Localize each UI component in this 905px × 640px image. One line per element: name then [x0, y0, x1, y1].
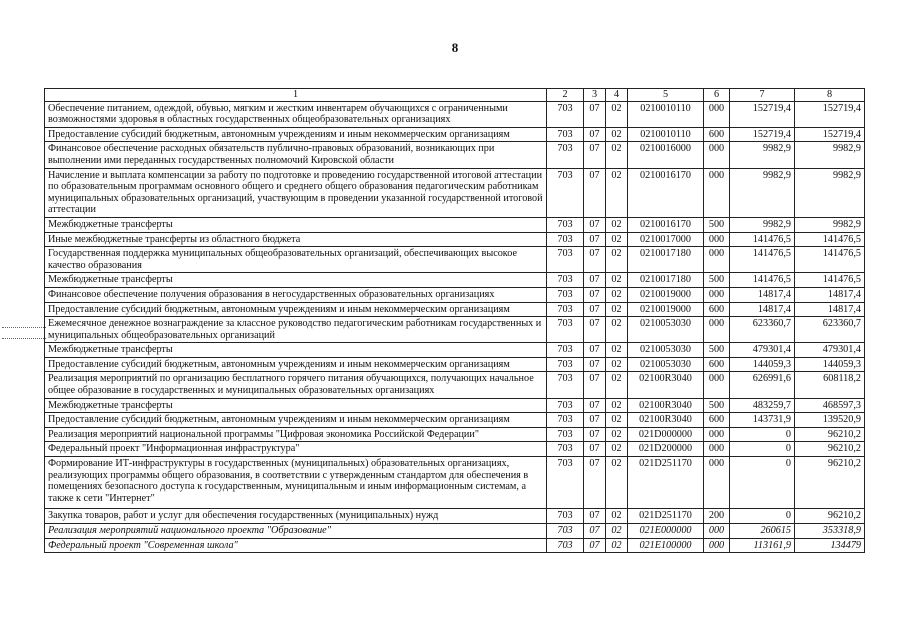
table-row — [45, 302, 865, 317]
cell-col-4: 02 — [606, 343, 628, 358]
cell-col-5: 02100R3040 — [628, 398, 704, 413]
table-row — [45, 232, 865, 247]
cell-col-6: 000 — [704, 287, 730, 302]
cell-col-7: 0 — [730, 509, 795, 524]
cell-col-2: 703 — [547, 168, 584, 217]
cell-col-7: 152719,4 — [730, 101, 795, 127]
cell-col-8: 14817,4 — [795, 302, 865, 317]
cell-col-6: 000 — [704, 524, 730, 539]
cell-col-4: 02 — [606, 302, 628, 317]
cell-col-6: 600 — [704, 413, 730, 428]
row-description: Предоставление субсидий бюджетным, автономным учреждениям и иным некоммерческим организациям — [45, 357, 547, 372]
cell-col-2: 703 — [547, 427, 584, 442]
cell-col-2: 703 — [547, 101, 584, 127]
row-description: Межбюджетные трансферты — [45, 273, 547, 288]
row-description: Финансовое обеспечение расходных обязательств публично-правовых образований, возникающих при выполнении ими переданных государственных полномочий Кировской области — [45, 142, 547, 168]
header-cell: 3 — [584, 89, 606, 102]
row-description: Закупка товаров, работ и услуг для обеспечения государственных (муниципальных) нужд — [45, 509, 547, 524]
cell-col-8: 468597,3 — [795, 398, 865, 413]
header-cell: 6 — [704, 89, 730, 102]
cell-col-8: 134479 — [795, 538, 865, 553]
cell-col-4: 02 — [606, 357, 628, 372]
row-description: Иные межбюджетные трансферты из областного бюджета — [45, 232, 547, 247]
cell-col-3: 07 — [584, 538, 606, 553]
cell-col-2: 703 — [547, 538, 584, 553]
row-description: Формирование ИТ-инфраструктуры в государственных (муниципальных) образовательных организациях, реализующих программы общего образования, в соответствии с утвержденным стандартом для обеспечения в помещениях безопасного доступа к государственным, муниципальным и иным информационным системам, а также к сети "Интернет" — [45, 457, 547, 509]
cell-col-3: 07 — [584, 413, 606, 428]
cell-col-8: 96210,2 — [795, 442, 865, 457]
cell-col-4: 02 — [606, 442, 628, 457]
cell-col-5: 0210016170 — [628, 168, 704, 217]
cell-col-6: 000 — [704, 142, 730, 168]
row-description: Начисление и выплата компенсации за работу по подготовке и проведению государственной итоговой аттестации по образовательным программам основного общего и среднего общего образования педагогическим работникам муниципальных образовательных организаций, участвующим в проведении указанной государственной итоговой аттестации — [45, 168, 547, 217]
cell-col-8: 141476,5 — [795, 232, 865, 247]
cell-col-2: 703 — [547, 442, 584, 457]
cell-col-8: 14817,4 — [795, 287, 865, 302]
cell-col-8: 608118,2 — [795, 372, 865, 398]
cell-col-5: 02100R3040 — [628, 372, 704, 398]
table-row — [45, 538, 865, 553]
cell-col-5: 0210053030 — [628, 343, 704, 358]
table-row — [45, 524, 865, 539]
cell-col-6: 600 — [704, 357, 730, 372]
table-row — [45, 168, 865, 217]
cell-col-4: 02 — [606, 247, 628, 273]
cell-col-4: 02 — [606, 538, 628, 553]
cell-col-5: 021E000000 — [628, 524, 704, 539]
cell-col-4: 02 — [606, 101, 628, 127]
cell-col-7: 0 — [730, 457, 795, 509]
row-description: Предоставление субсидий бюджетным, автономным учреждениям и иным некоммерческим организациям — [45, 302, 547, 317]
cell-col-6: 200 — [704, 509, 730, 524]
header-row — [45, 89, 865, 102]
cell-col-7: 260615 — [730, 524, 795, 539]
cell-col-5: 0210016170 — [628, 217, 704, 232]
cell-col-7: 141476,5 — [730, 273, 795, 288]
cell-col-5: 021D251170 — [628, 509, 704, 524]
cell-col-4: 02 — [606, 317, 628, 343]
cell-col-6: 000 — [704, 457, 730, 509]
cell-col-2: 703 — [547, 509, 584, 524]
cell-col-6: 500 — [704, 217, 730, 232]
cell-col-3: 07 — [584, 101, 606, 127]
table-row — [45, 247, 865, 273]
cell-col-3: 07 — [584, 509, 606, 524]
table-row — [45, 287, 865, 302]
table-row — [45, 413, 865, 428]
cell-col-6: 500 — [704, 343, 730, 358]
cell-col-6: 000 — [704, 372, 730, 398]
cell-col-4: 02 — [606, 273, 628, 288]
row-description: Предоставление субсидий бюджетным, автономным учреждениям и иным некоммерческим организациям — [45, 413, 547, 428]
cell-col-3: 07 — [584, 317, 606, 343]
cell-col-7: 152719,4 — [730, 127, 795, 142]
cell-col-6: 600 — [704, 127, 730, 142]
table-row — [45, 509, 865, 524]
cell-col-8: 9982,9 — [795, 217, 865, 232]
table-body — [45, 101, 865, 553]
cell-col-6: 000 — [704, 168, 730, 217]
cell-col-2: 703 — [547, 287, 584, 302]
cell-col-3: 07 — [584, 168, 606, 217]
cell-col-5: 021D200000 — [628, 442, 704, 457]
cell-col-4: 02 — [606, 524, 628, 539]
table-row — [45, 442, 865, 457]
cell-col-5: 0210019000 — [628, 302, 704, 317]
cell-col-2: 703 — [547, 217, 584, 232]
cell-col-3: 07 — [584, 273, 606, 288]
cell-col-6: 500 — [704, 398, 730, 413]
header-cell: 7 — [730, 89, 795, 102]
cell-col-4: 02 — [606, 413, 628, 428]
cell-col-7: 626991,6 — [730, 372, 795, 398]
cell-col-2: 703 — [547, 457, 584, 509]
cell-col-2: 703 — [547, 524, 584, 539]
cell-col-3: 07 — [584, 442, 606, 457]
cell-col-2: 703 — [547, 302, 584, 317]
cell-col-8: 144059,3 — [795, 357, 865, 372]
cell-col-2: 703 — [547, 317, 584, 343]
cell-col-3: 07 — [584, 217, 606, 232]
cell-col-5: 0210017180 — [628, 247, 704, 273]
cell-col-8: 9982,9 — [795, 168, 865, 217]
cell-col-3: 07 — [584, 524, 606, 539]
cell-col-4: 02 — [606, 427, 628, 442]
cell-col-3: 07 — [584, 398, 606, 413]
header-cell: 2 — [547, 89, 584, 102]
cell-col-8: 152719,4 — [795, 101, 865, 127]
cell-col-7: 14817,4 — [730, 287, 795, 302]
cell-col-4: 02 — [606, 232, 628, 247]
cell-col-7: 141476,5 — [730, 232, 795, 247]
cell-col-8: 479301,4 — [795, 343, 865, 358]
header-cell: 1 — [45, 89, 547, 102]
cell-col-4: 02 — [606, 217, 628, 232]
cell-col-6: 000 — [704, 317, 730, 343]
row-description: Межбюджетные трансферты — [45, 217, 547, 232]
cell-col-8: 96210,2 — [795, 509, 865, 524]
table-row — [45, 398, 865, 413]
cell-col-3: 07 — [584, 127, 606, 142]
cell-col-7: 141476,5 — [730, 247, 795, 273]
table-row — [45, 142, 865, 168]
cell-col-2: 703 — [547, 343, 584, 358]
cell-col-7: 144059,3 — [730, 357, 795, 372]
cell-col-7: 623360,7 — [730, 317, 795, 343]
cell-col-7: 479301,4 — [730, 343, 795, 358]
table-row — [45, 357, 865, 372]
row-description: Реализация мероприятий по организацию бесплатного горячего питания обучающихся, получающих начальное общее образование в государственных и муниципальных образовательных организациях — [45, 372, 547, 398]
cell-col-7: 9982,9 — [730, 168, 795, 217]
row-description: Государственная поддержка муниципальных общеобразовательных организаций, обеспечивающих высокое качество образования — [45, 247, 547, 273]
cell-col-4: 02 — [606, 168, 628, 217]
row-description: Федеральный проект "Информационная инфраструктура" — [45, 442, 547, 457]
cell-col-3: 07 — [584, 427, 606, 442]
cell-col-8: 353318,9 — [795, 524, 865, 539]
cell-col-5: 0210016000 — [628, 142, 704, 168]
cell-col-3: 07 — [584, 142, 606, 168]
cell-col-7: 0 — [730, 442, 795, 457]
cell-col-8: 141476,5 — [795, 247, 865, 273]
cell-col-7: 113161,9 — [730, 538, 795, 553]
cell-col-8: 152719,4 — [795, 127, 865, 142]
cell-col-3: 07 — [584, 302, 606, 317]
cell-col-3: 07 — [584, 287, 606, 302]
cell-col-4: 02 — [606, 398, 628, 413]
cell-col-7: 9982,9 — [730, 142, 795, 168]
cell-col-6: 500 — [704, 273, 730, 288]
cell-col-2: 703 — [547, 232, 584, 247]
cell-col-4: 02 — [606, 457, 628, 509]
cell-col-4: 02 — [606, 372, 628, 398]
row-description: Реализация мероприятий национальной программы "Цифровая экономика Российской Федерации" — [45, 427, 547, 442]
cell-col-7: 0 — [730, 427, 795, 442]
cell-col-3: 07 — [584, 247, 606, 273]
row-description: Межбюджетные трансферты — [45, 343, 547, 358]
cell-col-5: 0210019000 — [628, 287, 704, 302]
cell-col-8: 96210,2 — [795, 427, 865, 442]
table-row — [45, 372, 865, 398]
row-description: Финансовое обеспечение получения образования в негосударственных образовательных организациях — [45, 287, 547, 302]
cell-col-2: 703 — [547, 398, 584, 413]
cell-col-2: 703 — [547, 273, 584, 288]
cell-col-4: 02 — [606, 287, 628, 302]
cell-col-6: 000 — [704, 442, 730, 457]
cell-col-5: 0210053030 — [628, 357, 704, 372]
cell-col-3: 07 — [584, 343, 606, 358]
cell-col-7: 143731,9 — [730, 413, 795, 428]
cell-col-5: 021D000000 — [628, 427, 704, 442]
table-row — [45, 457, 865, 509]
cell-col-8: 96210,2 — [795, 457, 865, 509]
margin-scan-mark — [2, 338, 46, 341]
cell-col-5: 0210017180 — [628, 273, 704, 288]
cell-col-5: 0210010110 — [628, 127, 704, 142]
budget-table — [44, 88, 865, 553]
cell-col-7: 14817,4 — [730, 302, 795, 317]
cell-col-3: 07 — [584, 372, 606, 398]
cell-col-6: 600 — [704, 302, 730, 317]
table-header — [45, 89, 865, 102]
cell-col-3: 07 — [584, 232, 606, 247]
table-row — [45, 101, 865, 127]
table-row — [45, 317, 865, 343]
cell-col-2: 703 — [547, 413, 584, 428]
row-description: Предоставление субсидий бюджетным, автономным учреждениям и иным некоммерческим организациям — [45, 127, 547, 142]
cell-col-2: 703 — [547, 357, 584, 372]
row-description: Федеральный проект "Современная школа" — [45, 538, 547, 553]
table-row — [45, 217, 865, 232]
header-cell: 5 — [628, 89, 704, 102]
table-row — [45, 427, 865, 442]
cell-col-8: 139520,9 — [795, 413, 865, 428]
cell-col-6: 000 — [704, 538, 730, 553]
cell-col-4: 02 — [606, 509, 628, 524]
cell-col-7: 9982,9 — [730, 217, 795, 232]
cell-col-8: 9982,9 — [795, 142, 865, 168]
row-description: Реализация мероприятий национального проекта "Образование" — [45, 524, 547, 539]
cell-col-2: 703 — [547, 372, 584, 398]
cell-col-3: 07 — [584, 457, 606, 509]
cell-col-4: 02 — [606, 142, 628, 168]
cell-col-6: 000 — [704, 247, 730, 273]
cell-col-5: 021D251170 — [628, 457, 704, 509]
cell-col-6: 000 — [704, 101, 730, 127]
cell-col-6: 000 — [704, 232, 730, 247]
cell-col-5: 02100R3040 — [628, 413, 704, 428]
cell-col-3: 07 — [584, 357, 606, 372]
cell-col-8: 141476,5 — [795, 273, 865, 288]
row-description: Ежемесячное денежное вознаграждение за классное руководство педагогическим работникам государственных и муниципальных общеобразовательных организаций — [45, 317, 547, 343]
header-cell: 8 — [795, 89, 865, 102]
row-description: Обеспечение питанием, одеждой, обувью, мягким и жестким инвентарем обучающихся с ограниченными возможностями здоровья в областных государственных общеобразовательных организациях — [45, 101, 547, 127]
page-number: 8 — [451, 40, 459, 55]
table-row — [45, 127, 865, 142]
cell-col-7: 483259,7 — [730, 398, 795, 413]
table-row — [45, 273, 865, 288]
cell-col-8: 623360,7 — [795, 317, 865, 343]
margin-scan-mark — [2, 327, 46, 330]
cell-col-5: 0210053030 — [628, 317, 704, 343]
cell-col-2: 703 — [547, 142, 584, 168]
table-row — [45, 343, 865, 358]
cell-col-5: 021E100000 — [628, 538, 704, 553]
cell-col-4: 02 — [606, 127, 628, 142]
cell-col-6: 000 — [704, 427, 730, 442]
cell-col-5: 0210017000 — [628, 232, 704, 247]
cell-col-2: 703 — [547, 247, 584, 273]
cell-col-2: 703 — [547, 127, 584, 142]
row-description: Межбюджетные трансферты — [45, 398, 547, 413]
cell-col-5: 0210010110 — [628, 101, 704, 127]
header-cell: 4 — [606, 89, 628, 102]
